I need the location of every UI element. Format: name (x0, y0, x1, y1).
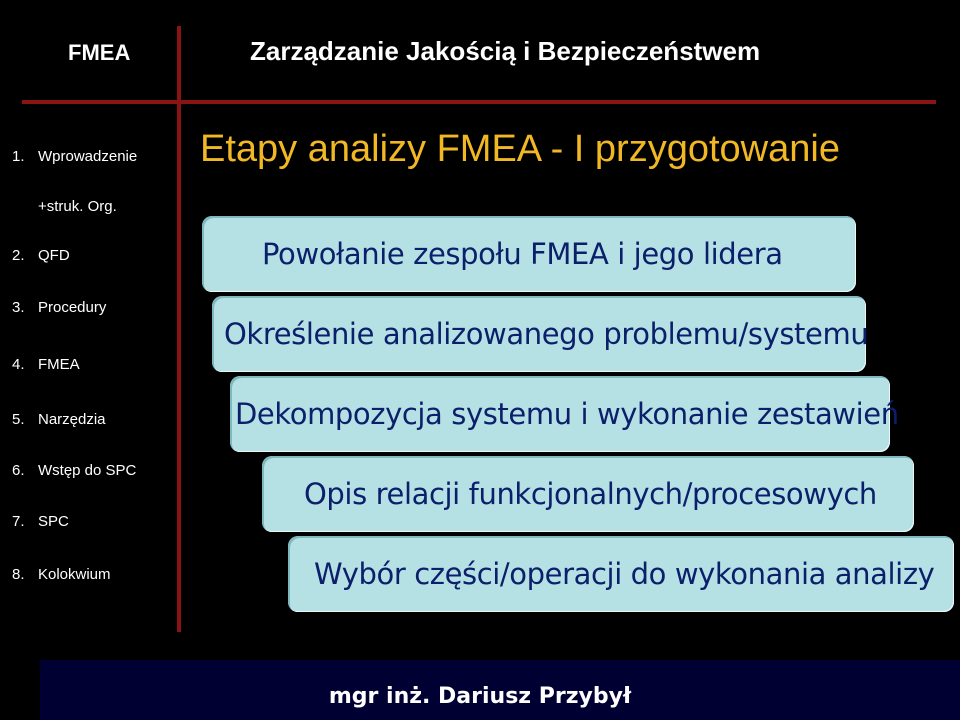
sidebar-item-fmea[interactable] (12, 356, 80, 373)
sidebar-item-spc[interactable] (12, 513, 69, 530)
sidebar-item-number: 2. (12, 247, 25, 264)
sidebar-item-number: 7. (12, 513, 25, 530)
sidebar-item-kolokwium[interactable] (12, 566, 111, 583)
sidebar-item-number: 1. (12, 148, 25, 165)
footer-author: mgr inż. Dariusz Przybył (328, 684, 632, 709)
sidebar-item-struktura-org[interactable] (38, 198, 117, 215)
sidebar-item-label: Wstęp do SPC (38, 462, 137, 479)
step-3-decomposition: Dekompozycja systemu i wykonanie zestawień (230, 376, 890, 452)
sidebar-item-qfd[interactable] (12, 247, 70, 264)
sidebar-item-label: Wprowadzenie (38, 148, 138, 165)
step-2-problem: Określenie analizowanego problemu/systemu (212, 296, 866, 372)
sidebar-item-wstep-do-spc[interactable] (12, 462, 136, 479)
sidebar-item-number: 3. (12, 299, 25, 316)
step-4-relations: Opis relacji funkcjonalnych/procesowych (262, 456, 914, 532)
section-title: Etapy analizy FMEA - I przygotowanie (200, 128, 840, 170)
sidebar-item-label: FMEA (38, 356, 80, 373)
brand-label: FMEA (68, 40, 131, 65)
sidebar-item-label: QFD (38, 247, 70, 264)
vertical-divider (177, 26, 181, 632)
sidebar-item-label: Kolokwium (38, 566, 111, 583)
sidebar-item-label: +struk. Org. (38, 198, 117, 215)
sidebar-item-label: SPC (38, 513, 69, 530)
sidebar-item-narzedzia[interactable] (12, 411, 106, 428)
sidebar-item-label: Narzędzia (38, 411, 106, 428)
horizontal-divider (22, 100, 936, 104)
sidebar-item-number: 8. (12, 566, 25, 583)
sidebar-item-number: 5. (12, 411, 25, 428)
step-1-team: Powołanie zespołu FMEA i jego lidera (202, 216, 856, 292)
page-title: Zarządzanie Jakością i Bezpieczeństwem (250, 36, 761, 66)
sidebar-item-number: 4. (12, 356, 25, 373)
sidebar-item-label: Procedury (38, 299, 107, 316)
sidebar-item-procedury[interactable] (12, 299, 106, 316)
sidebar-item-number: 6. (12, 462, 25, 479)
step-5-selection: Wybór części/operacji do wykonania analizy (288, 536, 954, 612)
sidebar-item-wprowadzenie[interactable] (12, 148, 137, 165)
